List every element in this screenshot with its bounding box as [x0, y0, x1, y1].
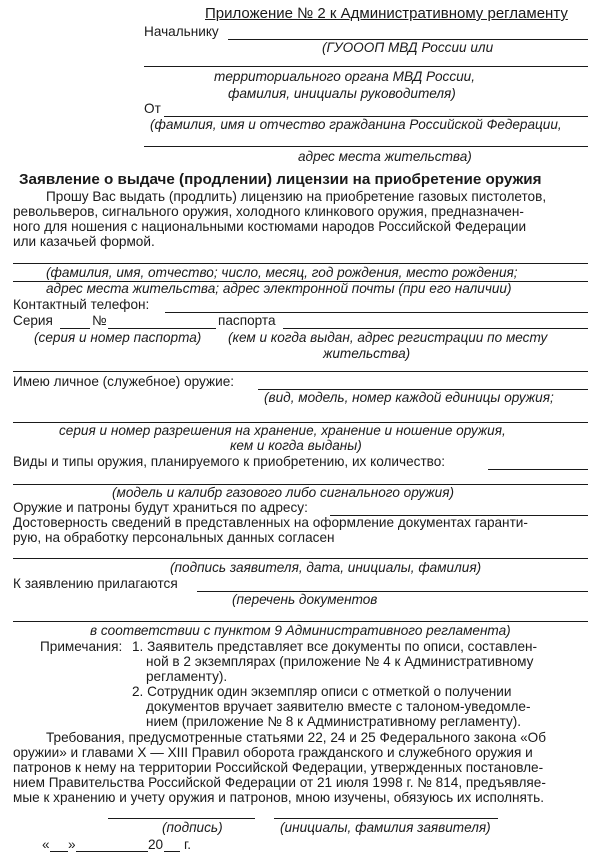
requirements-line-4: нием Правительства Российской Федерации от 21 июля 1998 г. № 814, предъявляе-: [13, 775, 546, 790]
date-open-quote: «: [42, 837, 50, 852]
requirements-line-5: мые к хранению и учету оружия и патронов, мною изучены, обязуюсь их исполнять.: [13, 790, 544, 805]
request-line-4: или казачьей формой.: [13, 234, 155, 249]
phone-label: Контактный телефон:: [13, 297, 150, 312]
appendix-title: Приложение № 2 к Административному регламенту: [205, 5, 568, 22]
request-line-1: Прошу Вас выдать (продлить) лицензию на приобретение газовых пистолетов,: [46, 189, 547, 204]
passport-line[interactable]: [283, 328, 588, 329]
applicant-hint-2: адрес места жительства; адрес электронной почты (при его наличии): [46, 281, 512, 296]
storage-label: Оружие и патроны будут храниться по адресу:: [13, 500, 308, 515]
permit-hint-2: кем и когда выданы): [230, 438, 362, 453]
number-label: №: [92, 313, 107, 328]
from-hint-2: адрес места жительства): [298, 149, 472, 164]
note-1-line-2: ной в 2 экземплярах (приложение № 4 к Административному: [146, 654, 534, 669]
permit-hint-1: серия и номер разрешения на хранение, хранение и ношение оружия,: [59, 423, 506, 438]
note-2-line-1: 2. Сотрудник один экземпляр описи с отметкой о получении: [132, 684, 512, 699]
sign-hint: (подпись): [162, 820, 223, 835]
series-line[interactable]: [60, 328, 90, 329]
month-line[interactable]: [76, 851, 148, 852]
attachments-line-2[interactable]: [13, 621, 588, 622]
date-close-quote: »: [68, 837, 76, 852]
attachments-hint-2: в соответствии с пунктом 9 Административного регламента): [90, 623, 511, 638]
year-suffix: г.: [184, 837, 192, 852]
request-line-2: револьверов, сигнального оружия, холодного клинкового оружия, предназначен-: [13, 204, 524, 219]
requirements-line-3: патронов к нему на территории Российской Федерации, утвержденных постановле-: [13, 760, 544, 775]
note-1-line-3: регламенту).: [146, 669, 228, 684]
to-hint-3: фамилия, инициалы руководителя): [228, 86, 456, 101]
passport-hint-3: жительства): [323, 346, 411, 361]
document-title: Заявление о выдаче (продлении) лицензии на приобретение оружия: [19, 171, 542, 188]
requirements-line-1: Требования, предусмотренные статьями 22, 24 и 25 Федерального закона «Об: [46, 730, 546, 745]
applicant-line[interactable]: [13, 263, 588, 264]
signature-hint: (подпись заявителя, дата, инициалы, фамилия): [170, 560, 482, 575]
to-hint-2: территориального органа МВД России,: [214, 69, 476, 84]
consent-line-2: рую, на обработку персональных данных согласен: [13, 530, 335, 545]
number-line[interactable]: [108, 328, 216, 329]
passport-hint-2: (кем и когда выдан, адрес регистрации по месту: [228, 330, 548, 345]
name-line[interactable]: [274, 818, 498, 819]
day-line[interactable]: [50, 851, 68, 852]
passport-label: паспорта: [218, 313, 276, 328]
applicant-hint-1: (фамилия, имя, отчество; число, месяц, год рождения, место рождения;: [46, 265, 518, 280]
note-2-line-2: документов вручает заявителю вместе с талоном-уведомле-: [146, 699, 531, 714]
passport-hint-1: (серия и номер паспорта): [34, 330, 202, 345]
planned-line[interactable]: [488, 469, 588, 470]
own-weapon-label: Имею личное (служебное) оружие:: [13, 374, 235, 389]
from-hint-1: (фамилия, имя и отчество гражданина Российской Федерации,: [150, 117, 562, 132]
series-label: Серия: [13, 313, 53, 328]
name-hint: (инициалы, фамилия заявителя): [280, 820, 491, 835]
to-label: Начальнику: [144, 24, 219, 39]
notes-label: Примечания:: [40, 639, 123, 654]
sign-line[interactable]: [108, 818, 255, 819]
attachments-label: К заявлению прилагаются: [13, 576, 178, 591]
passport-line-2[interactable]: [13, 371, 588, 372]
year-line[interactable]: [164, 851, 180, 852]
requirements-line-2: оружии» и главами X — XIII Правил оборота гражданского и служебного оружия и: [13, 745, 533, 760]
attachments-hint-1: (перечень документов: [232, 592, 378, 607]
request-line-3: ного для ношения с национальными костюмами народов Российской Федерации: [13, 219, 527, 234]
note-1-line-1: 1. Заявитель представляет все документы по описи, составлен-: [132, 639, 538, 654]
year-prefix: 20: [148, 837, 164, 852]
planned-label: Виды и типы оружия, планируемого к приобретению, их количество:: [13, 454, 446, 469]
to-hint-1: (ГУОООП МВД России или: [322, 40, 494, 55]
from-line-2[interactable]: [144, 146, 588, 147]
note-2-line-3: нием (приложение № 8 к Административному регламенту).: [146, 714, 522, 729]
planned-hint: (модель и калибр газового либо сигнального оружия): [112, 485, 454, 500]
to-line-2[interactable]: [144, 66, 588, 67]
consent-line-1: Достоверность сведений в представленных на оформление документах гаранти-: [13, 515, 528, 530]
from-label: От: [144, 101, 161, 116]
signature-line[interactable]: [13, 558, 588, 559]
own-weapon-hint: (вид, модель, номер каждой единицы оружия;: [264, 390, 554, 405]
